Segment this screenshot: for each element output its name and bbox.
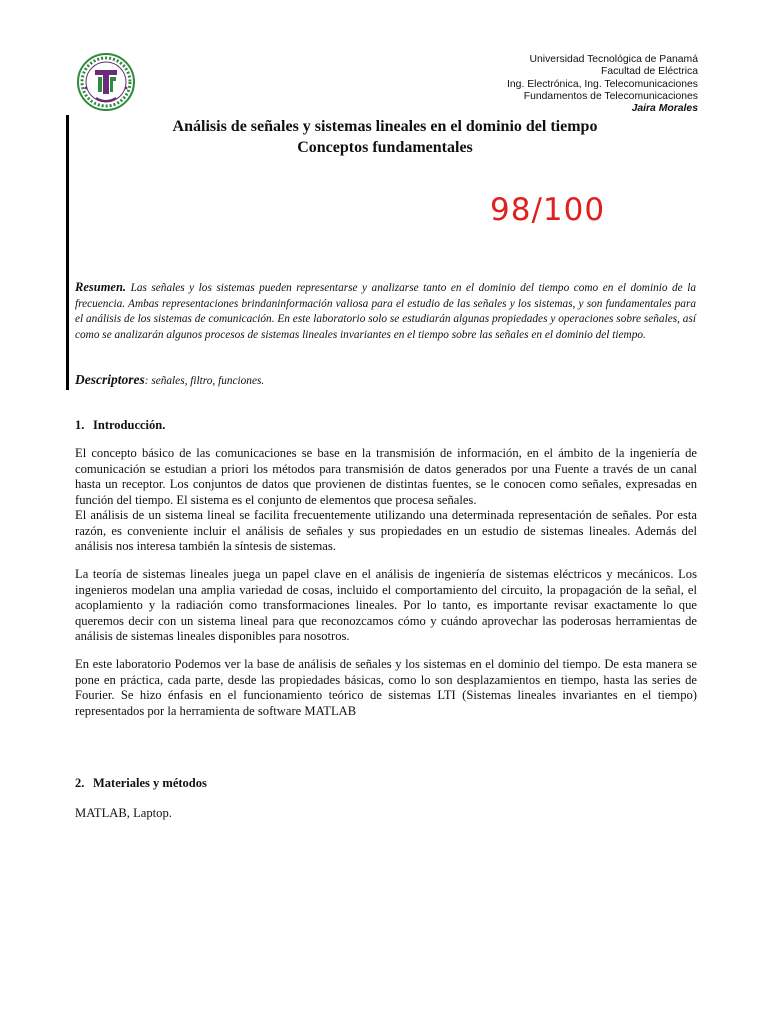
course-name: Fundamentos de Telecomunicaciones: [523, 90, 698, 102]
institution-header: [338, 54, 698, 115]
faculty-name: Facultad de Eléctrica: [600, 66, 698, 78]
abstract-label: Resumen.: [75, 280, 127, 294]
margin-rule: [66, 115, 69, 390]
paragraph: El concepto básico de las comunicaciones se base en la transmisión de información, en el ámbito de la ingeniería de comunicación se estudian a priori los métodos para transmisión de datos generados por una Fuente a través de un canal hasta un receptor. Los conjuntos de datos que provienen de distintas fuentes, se le conocen como señales, expresadas en función del tiempo. El sistema es el conjunto de elementos que procesa señales.: [75, 446, 697, 507]
paragraph-block: [75, 446, 697, 555]
keywords-text: : señales, filtro, funciones.: [144, 375, 265, 387]
section-title: Materiales y métodos: [93, 776, 207, 790]
paper-title: [70, 116, 700, 158]
paragraph: MATLAB, Laptop.: [75, 806, 172, 820]
university-seal-icon: [76, 52, 136, 112]
grade-annotation: 98/100: [490, 192, 606, 228]
author-name: Jaira Morales: [631, 103, 698, 115]
section-title: Introducción.: [93, 418, 166, 432]
title-line-1: Análisis de señales y sistemas lineales en el dominio del tiempo: [172, 118, 598, 135]
paragraph-block: [75, 806, 697, 822]
paragraph-block: [75, 567, 697, 645]
paragraph: En este laboratorio Podemos ver la base de análisis de señales y los sistemas en el dominio del tiempo. De esta manera se pone en práctica, cada parte, desde las propiedades básicas, como lo son desplazamientos en tiempo, hasta las series de Fourier. Se hizo énfasis en el funcionamiento teórico de sistemas LTI (Sistemas lineales invariantes en el tiempo) representados por la herramienta de software MATLAB: [75, 657, 697, 718]
keywords-label: Descriptores: [75, 372, 145, 387]
section-number: 2.: [75, 776, 85, 790]
abstract-text: Las señales y los sistemas pueden representarse y analizarse tanto en el dominio del tiempo como en el dominio de la frecuencia. Ambas representaciones brindaninformación valiosa para el estudio de las señales y los sistemas, y son fundamentales para el análisis de los sistemas de comunicación. En este laboratorio solo se estudiarán algunas propiedades y operaciones sobre señales, así como se analizarán algunos procesos de sistemas lineales invariantes en el tiempo sobre las señales en el dominio del tiempo.: [75, 282, 696, 341]
program-name: Ing. Electrónica, Ing. Telecomunicaciones: [507, 78, 698, 90]
university-name: Universidad Tecnológica de Panamá: [529, 54, 698, 65]
paragraph: El análisis de un sistema lineal se facilita frecuentemente utilizando una determinada representación de señales. Por esta razón, es conveniente incluir el análisis de señales y sus propiedades en un estudio de sistemas lineales. Además del análisis nos interesa también la síntesis de sistemas.: [75, 508, 697, 553]
abstract: [75, 280, 696, 343]
section-heading-introduccion: [75, 418, 165, 433]
section-number: 1.: [75, 418, 85, 432]
paragraph-block: [75, 657, 697, 719]
paragraph: La teoría de sistemas lineales juega un papel clave en el análisis de ingeniería de sistemas eléctricos y mecánicos. Los ingenieros modelan una amplia variedad de cosas, incluido el comportamiento del circuito, la propagación de la señal, el acoplamiento y la radiación como transformaciones lineales. Por lo tanto, es importante revisar exactamente lo que queremos decir con un sistema lineal para que reconozcamos cómo y cuándo aprovechar las poderosas herramientas de análisis de sistemas lineales disponibles para nosotros.: [75, 567, 697, 643]
section-heading-materiales: [75, 776, 207, 791]
keywords: [75, 372, 696, 388]
title-line-2: Conceptos fundamentales: [297, 139, 473, 156]
